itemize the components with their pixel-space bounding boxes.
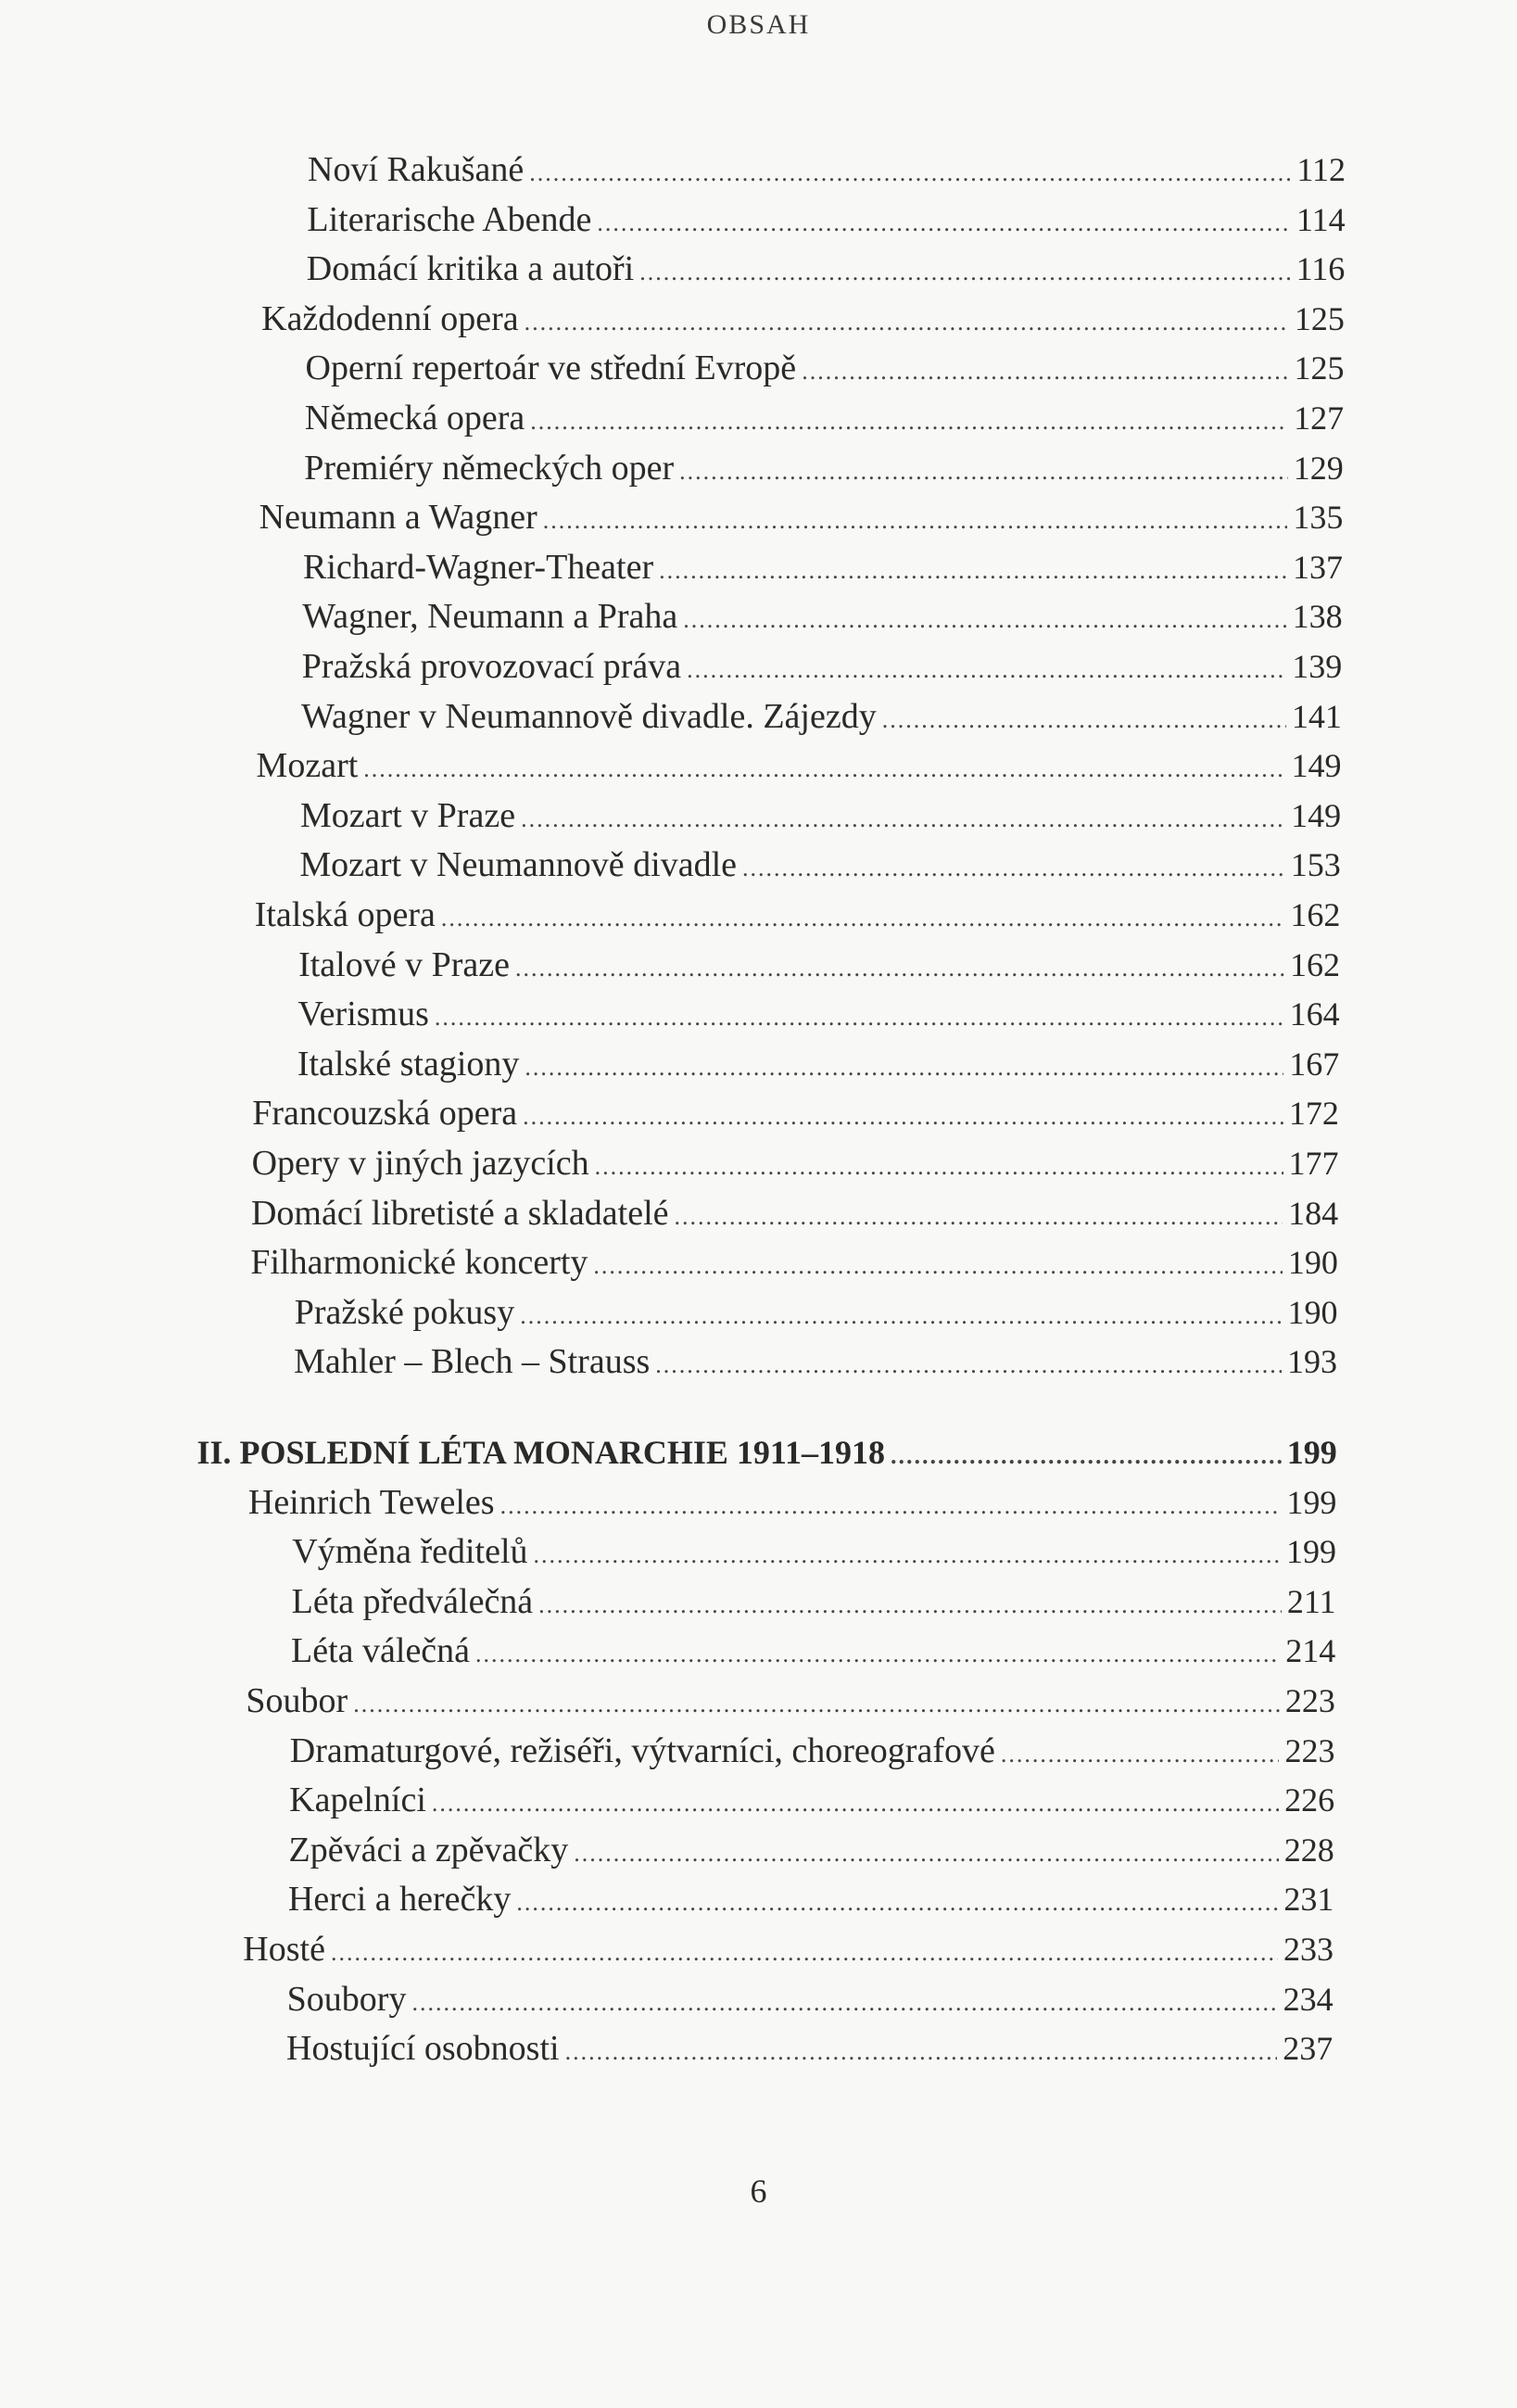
toc-entry-title: Pražská provozovací práva (301, 647, 682, 686)
dot-leader (516, 1879, 1278, 1927)
toc-entry (251, 1189, 1338, 1237)
toc-entry-page: 177 (1288, 1145, 1339, 1182)
toc-entry (306, 344, 1345, 392)
toc-entry-title: Hostující osobnosti (286, 2029, 560, 2069)
toc-entry-title: Soubor (246, 1681, 348, 1720)
toc-entry-title: Filharmonické koncerty (250, 1243, 588, 1283)
toc-entry-page: 199 (1286, 1483, 1337, 1521)
toc-entry-title: Mozart v Praze (299, 795, 516, 835)
toc-entry-page: 149 (1291, 796, 1342, 834)
dot-leader (593, 1242, 1282, 1290)
toc-entry-page: 125 (1294, 299, 1345, 337)
dot-leader (529, 149, 1291, 197)
toc-entry (307, 196, 1345, 244)
toc-entry-page: 234 (1283, 1980, 1334, 2018)
dot-leader (530, 398, 1288, 446)
dot-leader (659, 547, 1287, 595)
toc-entry-title: Verismus (297, 995, 429, 1034)
dot-leader (525, 298, 1289, 347)
toc-entry (303, 543, 1343, 591)
toc-entry (299, 841, 1340, 889)
toc-entry-page: 153 (1290, 846, 1341, 884)
toc-entry-page: 141 (1291, 697, 1342, 735)
dot-leader (597, 199, 1291, 247)
toc-entry (294, 1337, 1337, 1386)
dot-leader (525, 1044, 1283, 1092)
dot-leader (1001, 1730, 1280, 1779)
toc-entry-title: Domácí kritika a autoři (306, 249, 635, 289)
dot-leader (742, 844, 1285, 893)
dot-leader (515, 944, 1284, 993)
dot-leader (683, 596, 1286, 644)
page-number: 6 (750, 2173, 767, 2210)
toc-entry (304, 444, 1343, 492)
dot-leader (353, 1680, 1280, 1729)
toc-entry-title: Heinrich Teweles (247, 1482, 495, 1522)
dot-leader (891, 1432, 1282, 1480)
dot-leader (543, 497, 1288, 545)
toc-entry (289, 1776, 1334, 1824)
toc-entry (252, 1139, 1339, 1187)
toc-entry (302, 642, 1342, 691)
dot-leader (574, 1830, 1278, 1878)
toc-entry-page: 228 (1283, 1831, 1334, 1869)
toc-entry-page: 214 (1285, 1632, 1336, 1670)
dot-leader (363, 745, 1285, 793)
toc-entry-page: 226 (1284, 1781, 1335, 1819)
toc-entry (259, 493, 1344, 541)
toc-entry (288, 1875, 1334, 1923)
toc-entry-page: 127 (1294, 399, 1345, 437)
toc-entry (286, 2024, 1333, 2072)
toc-entry-title: Premiéry německých oper (304, 448, 675, 488)
running-head: OBSAH (706, 9, 811, 40)
toc-entry-title: Léta předválečná (291, 1581, 534, 1621)
toc-entry (243, 1925, 1334, 1973)
toc-entry (291, 1627, 1335, 1675)
toc-entry-page: 114 (1296, 200, 1346, 238)
toc-entry-title: Opery v jiných jazycích (251, 1144, 589, 1183)
toc-entry (289, 1826, 1334, 1874)
toc-entry-title: Francouzská opera (252, 1094, 518, 1134)
dot-leader (655, 1341, 1282, 1389)
toc-entry-page: 162 (1290, 896, 1341, 933)
dot-leader (521, 795, 1285, 843)
toc-entry-title: Kapelníci (289, 1781, 426, 1820)
toc-entry (292, 1578, 1336, 1626)
toc-entry-page: 164 (1289, 995, 1340, 1033)
dot-leader (475, 1630, 1280, 1679)
dot-leader (435, 994, 1284, 1042)
toc-entry-page: 211 (1286, 1582, 1336, 1620)
toc-entry-title: Herci a herečky (287, 1880, 512, 1920)
toc-entry-page: 139 (1292, 648, 1343, 685)
toc-entry-title: Mozart (256, 746, 359, 786)
dot-leader (534, 1531, 1281, 1579)
dot-leader (520, 1292, 1282, 1340)
dot-leader (523, 1093, 1283, 1141)
toc-entry-title: Pražské pokusy (294, 1292, 515, 1332)
toc-entry (292, 1527, 1336, 1576)
toc-entry (252, 1089, 1339, 1137)
toc-entry-page: 190 (1287, 1244, 1338, 1282)
toc-entry-page: 112 (1296, 151, 1346, 188)
toc-entry-page: 162 (1290, 945, 1341, 983)
dot-leader (331, 1929, 1278, 1977)
toc-entry-title: Italské stagiony (297, 1044, 520, 1084)
toc-entry (248, 1478, 1336, 1527)
toc-entry-page: 223 (1284, 1682, 1335, 1719)
toc-entry-page: 138 (1292, 598, 1343, 636)
toc-entry-title: Richard-Wagner-Theater (303, 547, 654, 587)
toc-entry-title: Každodenní opera (261, 298, 519, 338)
dot-leader (882, 696, 1286, 744)
toc-entry-title: Mozart v Neumannově divadle (299, 845, 737, 885)
toc-entry-title: Italská opera (254, 895, 436, 934)
toc-entry-page: 125 (1294, 349, 1345, 387)
toc-entry-title: Mahler – Blech – Strauss (294, 1342, 651, 1382)
toc-entry-title: Soubory (286, 1979, 407, 2019)
dot-leader (675, 1193, 1283, 1241)
toc-entry-page: 167 (1289, 1045, 1340, 1083)
dot-leader (500, 1482, 1282, 1530)
toc-entry-title: Zpěváci a zpěvačky (288, 1830, 569, 1869)
toc-entry-title: Wagner v Neumannově divadle. Zájezdy (301, 696, 877, 736)
toc-entry-page: 237 (1283, 2030, 1334, 2068)
toc-entry-page: 199 (1285, 1533, 1336, 1571)
toc-entry-page: 231 (1283, 1881, 1334, 1919)
toc-entry-page: 129 (1293, 449, 1344, 487)
dot-leader (802, 348, 1288, 396)
dot-leader (565, 2028, 1278, 2076)
toc-entry (307, 245, 1345, 293)
toc-entry-page: 233 (1283, 1931, 1334, 1968)
toc-entry-page: 190 (1287, 1293, 1338, 1331)
toc-entry (257, 741, 1342, 790)
dot-leader (687, 646, 1286, 694)
toc-entry-page: 184 (1288, 1194, 1339, 1232)
toc-entry-title: Literarische Abende (307, 199, 592, 239)
toc-entry (308, 146, 1346, 194)
toc-entry-page: 199 (1286, 1434, 1337, 1471)
toc-entry (302, 592, 1342, 640)
dot-leader (538, 1581, 1282, 1629)
toc-entry (287, 1975, 1334, 2023)
toc-entry-page: 149 (1291, 747, 1342, 785)
toc-entry-title: Neumann a Wagner (259, 498, 537, 538)
toc-entry (250, 1238, 1337, 1286)
toc-entry (255, 891, 1341, 939)
toc-entry-title: Wagner, Neumann a Praha (302, 597, 678, 637)
toc-entry-page: 135 (1293, 499, 1344, 537)
toc-entry (301, 692, 1342, 741)
toc-entry-page: 137 (1293, 548, 1343, 586)
toc-entry-title: Italové v Praze (298, 944, 510, 984)
toc-entry-page: 193 (1287, 1343, 1338, 1381)
toc-entry-page: 116 (1296, 250, 1346, 288)
toc-entry (261, 295, 1345, 343)
toc-entry (298, 941, 1340, 989)
toc-entry-title: Léta válečná (291, 1631, 471, 1671)
toc-entry (305, 394, 1344, 442)
dot-leader (432, 1780, 1279, 1828)
dot-leader (441, 894, 1285, 943)
toc-entry (246, 1677, 1334, 1725)
dot-leader (679, 448, 1288, 496)
dot-leader (411, 1979, 1277, 2027)
toc-entry (290, 1727, 1335, 1775)
dot-leader (595, 1143, 1283, 1191)
toc-entry (300, 792, 1341, 840)
toc-entry-page: 172 (1288, 1095, 1339, 1133)
toc-entry-title: Operní repertoár ve střední Evropě (305, 349, 797, 388)
toc-entry (297, 990, 1339, 1038)
toc-entry (297, 1040, 1339, 1088)
toc-entry-title: Německá opera (304, 399, 525, 437)
toc-entry (295, 1288, 1338, 1337)
toc-entry-title: Domácí libretisté a skladatelé (250, 1193, 669, 1233)
dot-leader (639, 248, 1290, 297)
toc-entry-title: II. POSLEDNÍ LÉTA MONARCHIE 1911–1918 (196, 1434, 885, 1471)
toc-entry-title: Noví Rakušané (308, 150, 525, 189)
toc-entry-title: Dramaturgové, režiséři, výtvarníci, choreografové (289, 1730, 995, 1770)
toc-entry-title: Hosté (243, 1930, 325, 1969)
toc-part-heading (197, 1428, 1337, 1476)
toc-entry-page: 223 (1284, 1731, 1335, 1769)
toc-entry-title: Výměna ředitelů (292, 1532, 528, 1572)
